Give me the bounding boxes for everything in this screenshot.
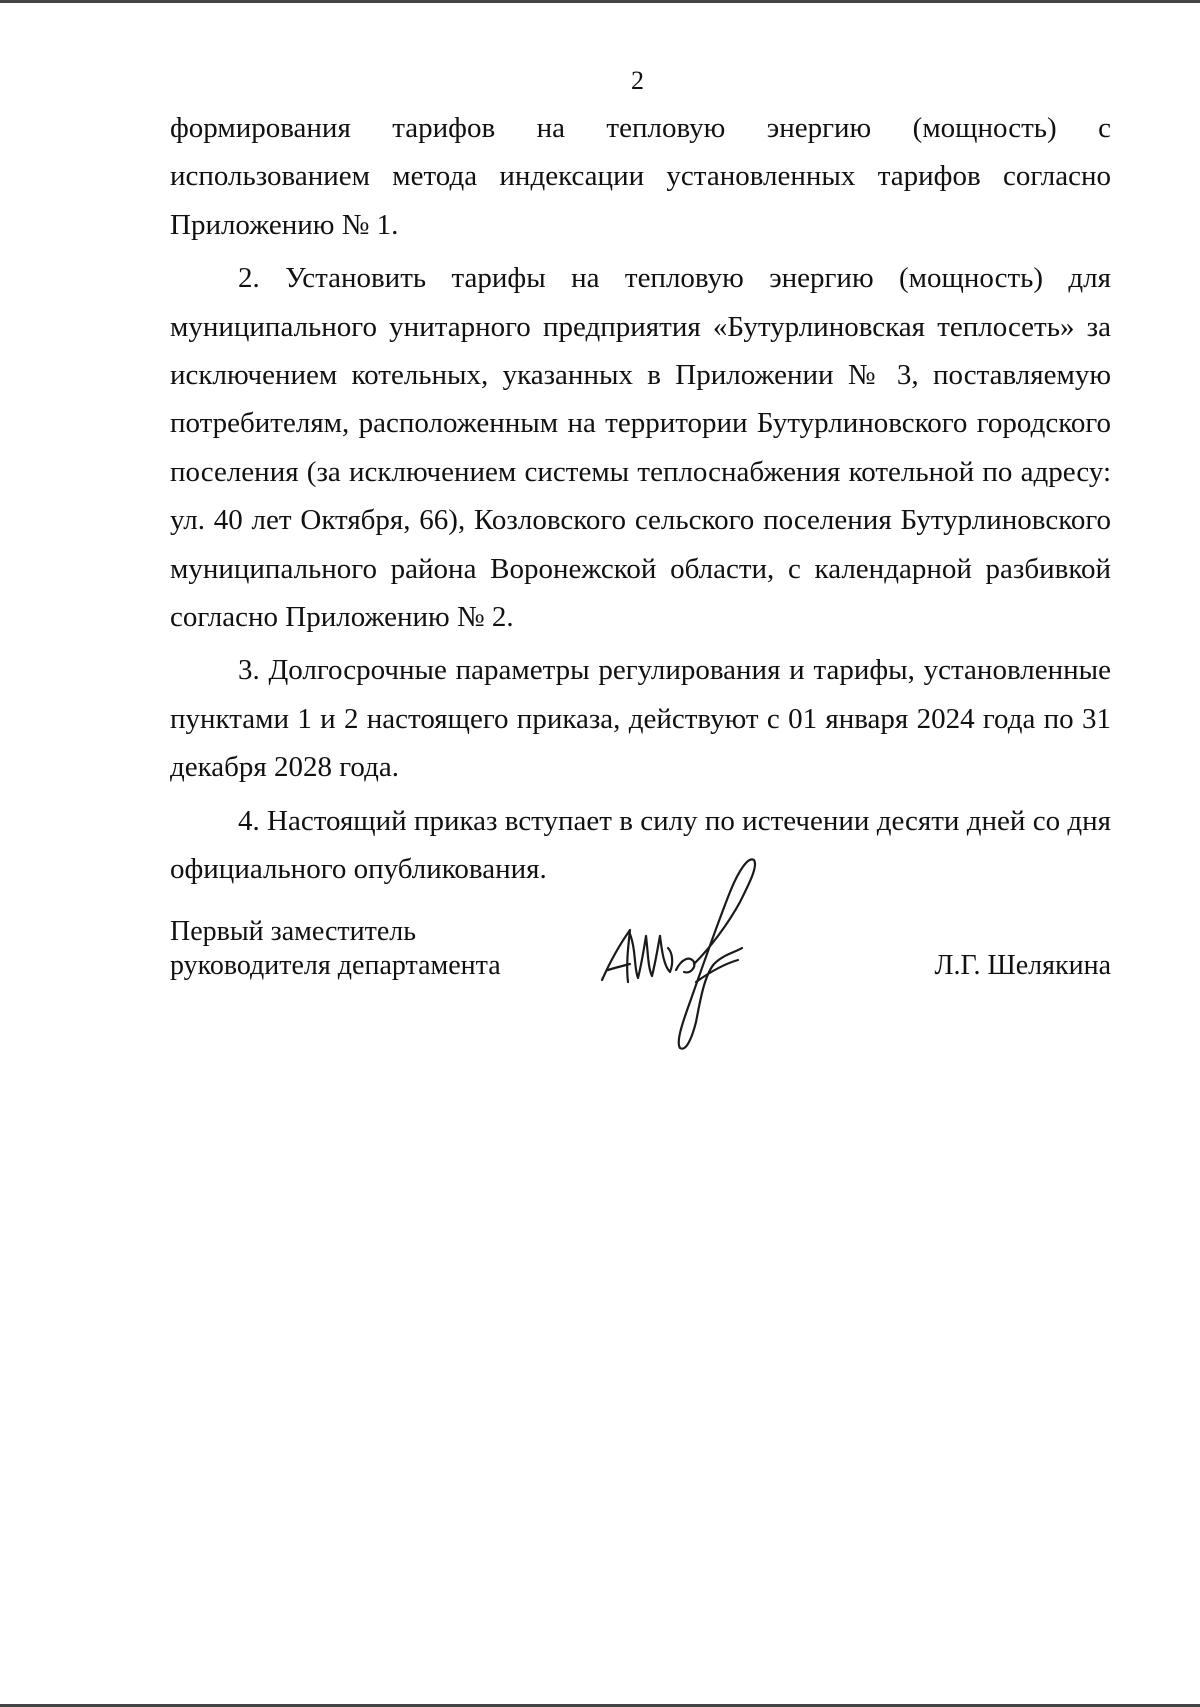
paragraph-4: 4. Настоящий приказ вступает в силу по истечении десяти дней со дня официального опубликования. [170, 804, 1111, 886]
signature-stroke-4 [676, 959, 694, 973]
signature-stroke-6 [696, 960, 738, 982]
scan-top-edge [0, 0, 1200, 3]
signature-stroke-2 [630, 934, 660, 978]
signature-stroke-5 [679, 859, 755, 1048]
paragraph-2: 2. Установить тарифы на тепловую энергию (мощность) для муниципального унитарного предприятия «Бутурлиновская теплосеть» за исключением котельных, указанных в Приложении № 3, поставляемую потребителям, расположенным на территории Бутурлиновского городского поселения (за исключением системы теплоснабжения котельной по адресу: ул. 40 лет Октября, 66), Козловского сельского поселения Бутурлиновского муниципального района Воронежской области, с календарной разбивкой согласно Приложению № 2. [170, 262, 1111, 634]
signature-stroke-1 [602, 930, 630, 982]
signatory-name: Л.Г. Шелякина [934, 950, 1111, 981]
page-number: 2 [631, 66, 644, 95]
signatory-title [170, 915, 501, 983]
signatory-title-line-2: руководителя департамента [170, 950, 501, 981]
document-body [170, 104, 1111, 894]
handwritten-signature [590, 852, 830, 1052]
paragraph-1-continuation: формирования тарифов на тепловую энергию (мощность) с использованием метода индексации установленных тарифов согласно Приложению № 1. [170, 112, 1111, 241]
signature-stroke-3 [660, 936, 672, 972]
paragraph-3: 3. Долгосрочные параметры регулирования и тарифы, установленные пунктами 1 и 2 настоящего приказа, действуют с 01 января 2024 года по 31 декабря 2028 года. [170, 654, 1111, 784]
signatory-title-line-1: Первый заместитель [170, 916, 417, 947]
